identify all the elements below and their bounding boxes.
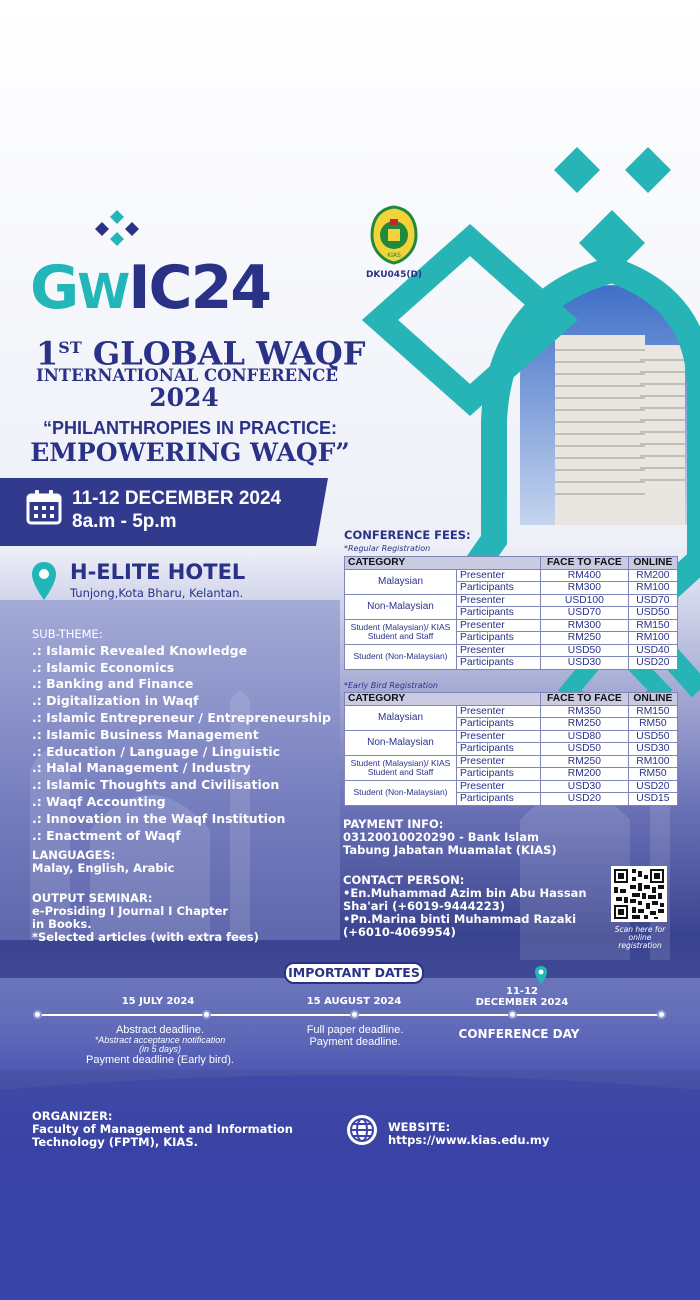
output-section (32, 892, 259, 944)
timeline-dot (202, 1010, 211, 1019)
role-cell: Presenter (457, 730, 541, 743)
role-cell: Presenter (457, 755, 541, 768)
col-category: CATEGORY (345, 693, 541, 706)
list-item: .: Innovation in the Waqf Institution (32, 810, 286, 826)
list-item: .: Halal Management / Industry (32, 760, 251, 776)
conference-year: 2024 (149, 383, 219, 412)
online-cell: RM100 (628, 755, 677, 768)
col-online: ONLINE (628, 557, 677, 570)
conference-day-label: CONFERENCE DAY (458, 1027, 580, 1041)
category-cell: Student (Non-Malaysian) (345, 644, 457, 669)
badge-text: KIAS (387, 252, 401, 259)
list-item: .: Islamic Business Management (32, 726, 259, 742)
registration-qr-code[interactable] (611, 866, 667, 922)
f2f-cell: USD50 (541, 644, 629, 657)
early-label: *Early Bird Registration (344, 681, 438, 690)
role-cell: Participants (457, 582, 541, 595)
list-item: .: Islamic Revealed Knowledge (32, 642, 248, 658)
col-f2f: FACE TO FACE (541, 693, 629, 706)
calendar-icon (26, 489, 62, 529)
timeline-dot (33, 1010, 42, 1019)
table-row (345, 755, 678, 768)
role-cell: Presenter (457, 780, 541, 793)
role-cell: Participants (457, 607, 541, 620)
online-cell: RM100 (628, 632, 677, 645)
role-cell: Presenter (457, 705, 541, 718)
online-cell: USD15 (628, 793, 677, 806)
payment-heading: PAYMENT INFO: (343, 817, 444, 831)
f2f-cell: USD30 (541, 657, 629, 670)
list-item: .: Islamic Entrepreneur / Entrepreneurship (32, 709, 331, 725)
conference-title: 1ST GLOBAL WAQF (36, 334, 366, 373)
online-cell: RM200 (628, 569, 677, 582)
f2f-cell: USD100 (541, 594, 629, 607)
role-cell: Participants (457, 743, 541, 756)
category-cell: Non-Malaysian (345, 730, 457, 755)
output-heading: OUTPUT SEMINAR: (32, 891, 153, 905)
regular-label: *Regular Registration (344, 544, 431, 553)
role-cell: Presenter (457, 569, 541, 582)
f2f-cell: RM300 (541, 582, 629, 595)
f2f-cell: RM200 (541, 768, 629, 781)
timeline-dot (657, 1010, 666, 1019)
timeline-dot (508, 1010, 517, 1019)
qr-caption: Scan here for online registration (614, 925, 666, 950)
early-fee-table (344, 692, 678, 806)
category-cell: Student (Malaysian)/ KIAS Student and Staff (345, 619, 457, 644)
badge-code: DKU045(D) (365, 270, 423, 280)
timeline-date-2: 15 AUGUST 2024 (306, 996, 402, 1007)
role-cell: Presenter (457, 619, 541, 632)
role-cell: Participants (457, 718, 541, 731)
table-header (345, 557, 678, 570)
regular-fee-table (344, 556, 678, 670)
f2f-cell: RM250 (541, 718, 629, 731)
venue-name: H-ELITE HOTEL (70, 560, 246, 584)
event-logo: GWIC24 (30, 253, 271, 323)
output-line: in Books. (32, 917, 92, 931)
f2f-cell: RM250 (541, 755, 629, 768)
f2f-cell: RM300 (541, 619, 629, 632)
table-header (345, 693, 678, 706)
list-item: .: Banking and Finance (32, 676, 194, 692)
col-online: ONLINE (628, 693, 677, 706)
list-item: .: Islamic Thoughts and Civilisation (32, 777, 280, 793)
important-dates-heading: IMPORTANT DATES (284, 962, 424, 984)
online-cell: USD20 (628, 780, 677, 793)
output-line: *Selected articles (with extra fees) (32, 930, 259, 944)
col-category: CATEGORY (345, 557, 541, 570)
role-cell: Participants (457, 657, 541, 670)
f2f-cell: RM250 (541, 632, 629, 645)
f2f-cell: USD80 (541, 730, 629, 743)
table-row (345, 569, 678, 582)
online-cell: RM150 (628, 705, 677, 718)
contact-line: (+6010-4069954) (343, 925, 456, 939)
contact-line: •En.Muhammad Azim bin Abu Hassan (343, 886, 587, 900)
f2f-cell: RM400 (541, 569, 629, 582)
category-cell: Student (Malaysian)/ KIAS Student and Staff (345, 755, 457, 780)
role-cell: Participants (457, 632, 541, 645)
location-pin-icon (30, 560, 58, 608)
timeline-date-3-top: 11-12 (506, 986, 538, 997)
theme-line2: EMPOWERING WAQF” (30, 438, 350, 467)
contact-line: •Pn.Marina binti Muhammad Razaki (343, 912, 577, 926)
contact-line: Sha'ari (+6019-9444223) (343, 899, 506, 913)
f2f-cell: USD30 (541, 780, 629, 793)
role-cell: Presenter (457, 644, 541, 657)
timeline-date-3: DECEMBER 2024 (475, 997, 569, 1008)
list-item: .: Digitalization in Waqf (32, 693, 199, 709)
role-cell: Participants (457, 768, 541, 781)
f2f-cell: RM350 (541, 705, 629, 718)
theme-line1: “PHILANTHROPIES IN PRACTICE: (42, 418, 337, 438)
list-item: .: Waqf Accounting (32, 793, 166, 809)
table-row (345, 780, 678, 793)
payment-line: Tabung Jabatan Muamalat (KIAS) (343, 843, 557, 857)
organizer-line: Faculty of Management and Information (32, 1122, 293, 1136)
role-cell: Presenter (457, 594, 541, 607)
subtheme-list (32, 626, 332, 844)
online-cell: USD50 (628, 607, 677, 620)
online-cell: USD70 (628, 594, 677, 607)
languages-section (32, 849, 174, 875)
payment-section (343, 818, 557, 857)
table-row (345, 619, 678, 632)
organizer-line: Technology (FPTM), KIAS. (32, 1135, 198, 1149)
organizer-heading: ORGANIZER: (32, 1109, 113, 1123)
online-cell: RM50 (628, 768, 677, 781)
f2f-cell: USD20 (541, 793, 629, 806)
payment-line: 03120010020290 - Bank Islam (343, 830, 539, 844)
website-url[interactable]: https://www.kias.edu.my (388, 1133, 550, 1147)
table-row (345, 705, 678, 718)
subtheme-heading: SUB-THEME: (32, 627, 103, 641)
kias-badge (368, 205, 420, 265)
languages-heading: LANGUAGES: (32, 848, 116, 862)
online-cell: RM50 (628, 718, 677, 731)
contact-section (343, 874, 587, 939)
timeline-desc-2: Full paper deadline. Payment deadline. (306, 1024, 404, 1048)
online-cell: USD40 (628, 644, 677, 657)
category-cell: Student (Non-Malaysian) (345, 780, 457, 805)
role-cell: Participants (457, 793, 541, 806)
list-item: .: Education / Language / Linguistic (32, 743, 281, 759)
table-row (345, 594, 678, 607)
languages-value: Malay, English, Arabic (32, 861, 175, 875)
website-section (388, 1121, 549, 1147)
list-item: .: Islamic Economics (32, 659, 175, 675)
f2f-cell: USD70 (541, 607, 629, 620)
contact-heading: CONTACT PERSON: (343, 873, 465, 887)
event-time: 8a.m - 5p.m (72, 511, 177, 532)
conference-subtitle: INTERNATIONAL CONFERENCE (36, 366, 338, 385)
online-cell: RM100 (628, 582, 677, 595)
venue-address: Tunjong,Kota Bharu, Kelantan. (70, 586, 244, 600)
organizer-section (32, 1110, 293, 1149)
fees-heading: CONFERENCE FEES: (344, 528, 471, 542)
col-f2f: FACE TO FACE (541, 557, 629, 570)
event-date: 11-12 DECEMBER 2024 (72, 488, 282, 509)
category-cell: Malaysian (345, 569, 457, 594)
table-row (345, 730, 678, 743)
timeline-desc-1: Abstract deadline. *Abstract acceptance notification (in 5 days) Payment deadline (Early bird). (86, 1024, 234, 1066)
globe-icon (346, 1114, 378, 1146)
online-cell: USD30 (628, 743, 677, 756)
category-cell: Non-Malaysian (345, 594, 457, 619)
output-line: e-Prosiding I Journal I Chapter (32, 904, 229, 918)
category-cell: Malaysian (345, 705, 457, 730)
online-cell: USD20 (628, 657, 677, 670)
timeline-date-1: 15 JULY 2024 (121, 996, 195, 1007)
list-item: .: Enactment of Waqf (32, 827, 181, 843)
table-row (345, 644, 678, 657)
online-cell: RM150 (628, 619, 677, 632)
website-heading: WEBSITE: (388, 1120, 451, 1134)
online-cell: USD50 (628, 730, 677, 743)
f2f-cell: USD50 (541, 743, 629, 756)
timeline-dot (350, 1010, 359, 1019)
